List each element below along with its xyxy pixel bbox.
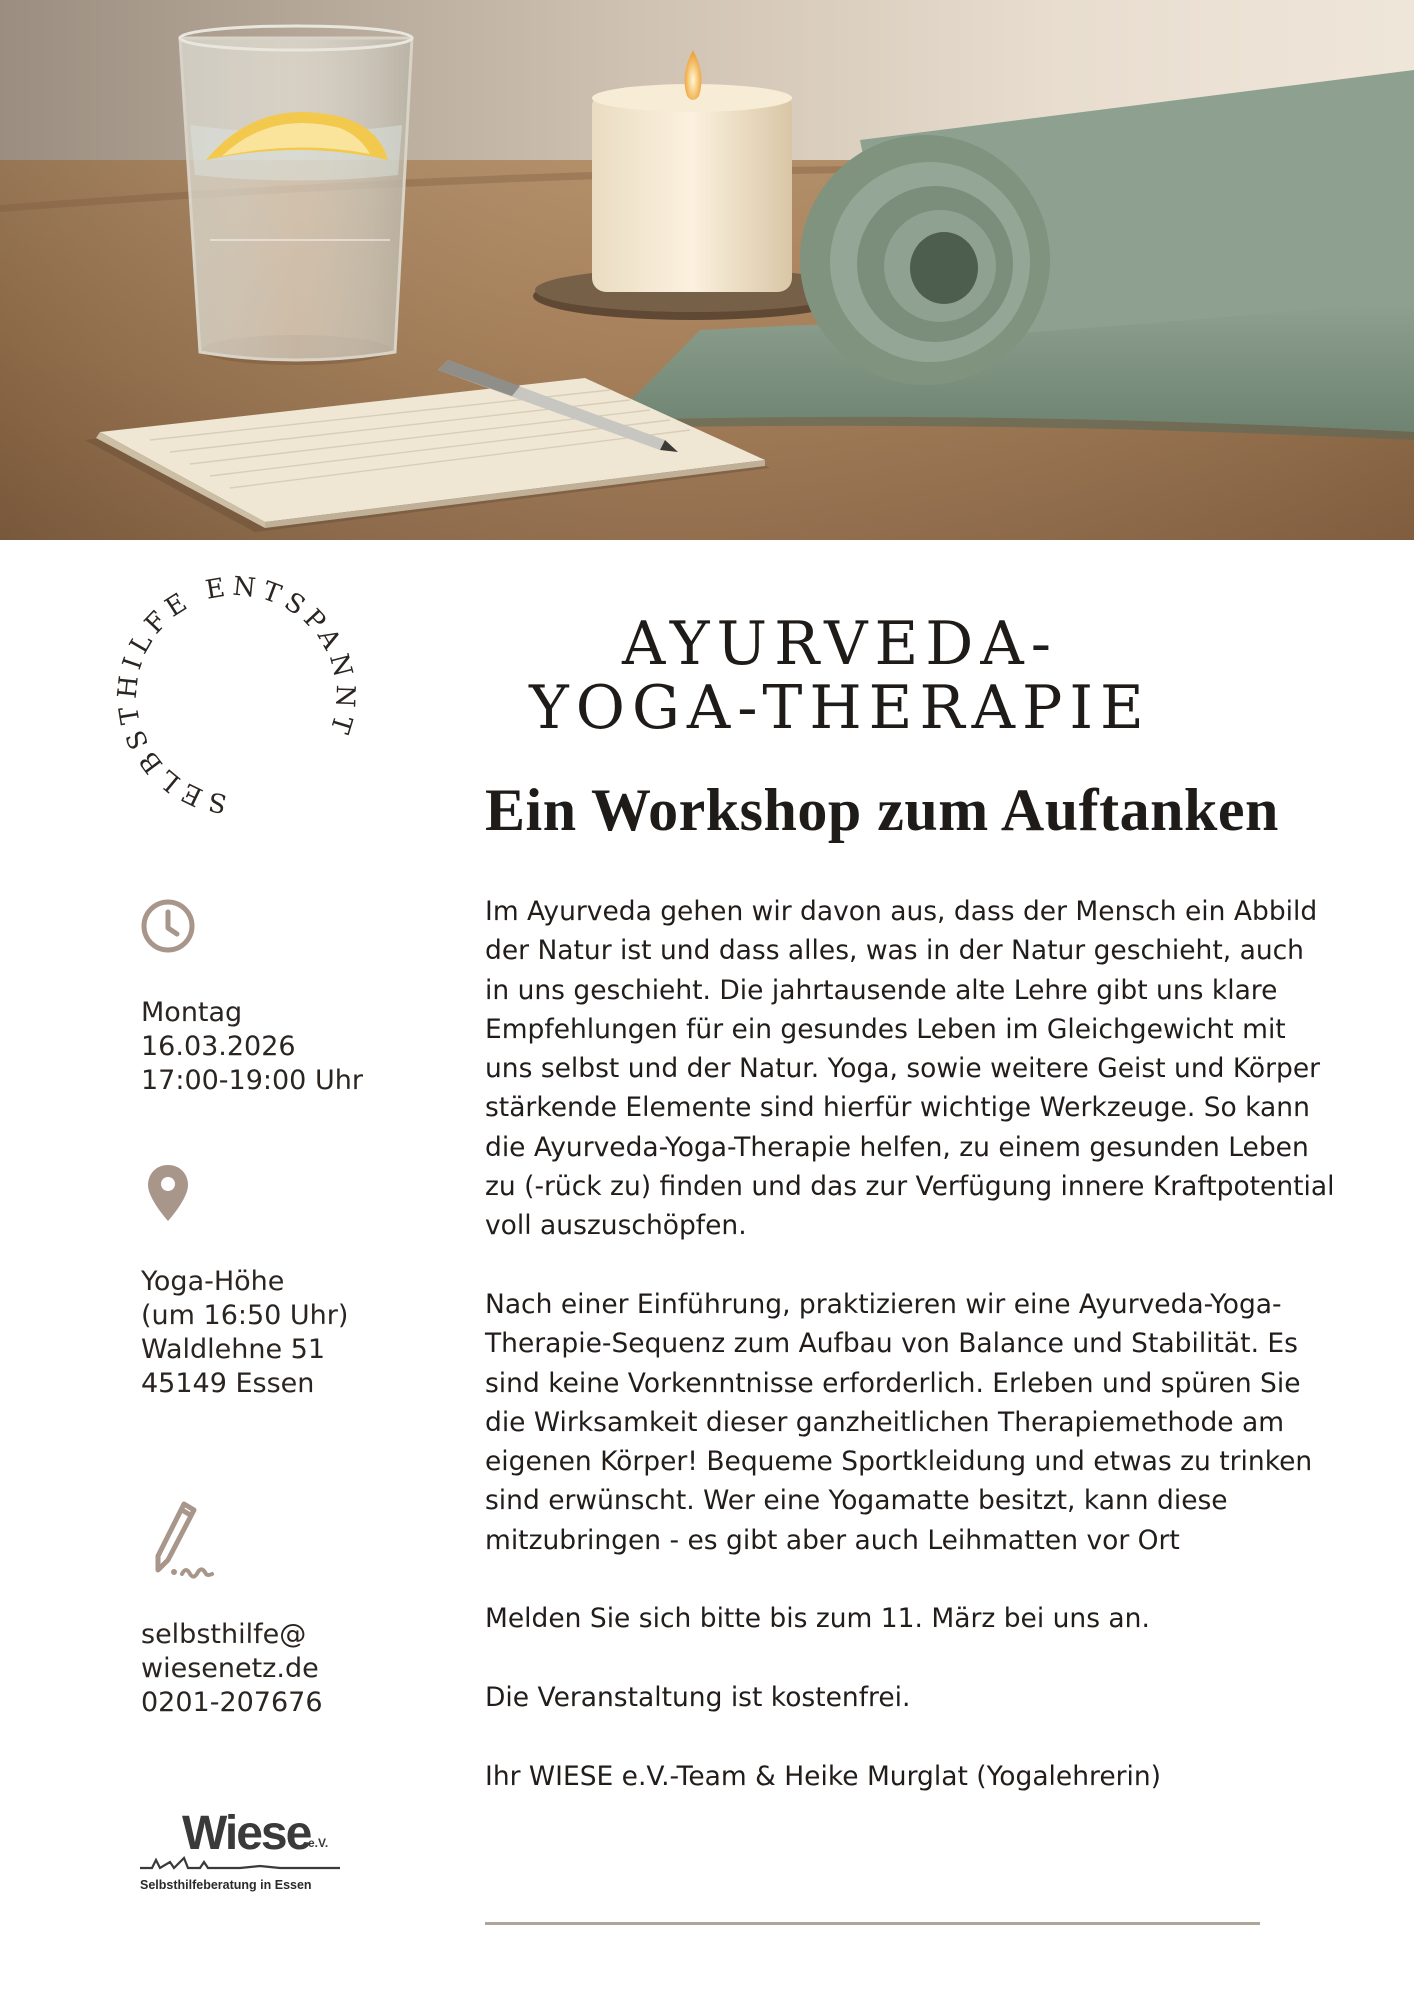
location-street: Waldlehne 51: [141, 1334, 326, 1365]
clock-icon: [140, 898, 196, 954]
contact-block: [141, 1618, 323, 1720]
badge-text: SELBSTHILFE ENTSPANNT: [112, 575, 360, 815]
event-subtitle: Ein Workshop zum Auftanken: [485, 777, 1279, 843]
pen-signature-icon: [144, 1498, 214, 1582]
title-line-1: AYURVEDA-: [622, 609, 1058, 679]
info-date: 16.03.2026: [141, 1031, 296, 1062]
event-description: [485, 892, 1335, 1835]
description-paragraph-2: Nach einer Einführung, praktizieren wir eine Ayurveda-Yoga-Therapie-Sequenz zum Aufbau von Balance und Stabilität. Es sind keine Vorkenntnisse erforderlich. Erleben und spüren Sie die Wirksamkeit dieser ganzheitlichen Therapiemethode am eigenen Körper! Bequeme Sportkleidung und etwas zu trinken sind erwünscht. Wer eine Yogamatte besitzt, kann diese mitzubringen - es gibt aber auch Leihmatten vor Ort: [485, 1288, 1313, 1556]
date-time-block: [141, 996, 363, 1098]
location-note: (um 16:50 Uhr): [141, 1300, 349, 1331]
location-block: [141, 1265, 348, 1401]
contact-email-line-2[interactable]: wiesenetz.de: [141, 1653, 319, 1684]
info-weekday: Montag: [141, 997, 243, 1028]
map-pin-icon: [146, 1163, 190, 1223]
logo-wordmark: Wiese: [182, 1807, 311, 1860]
svg-text:SELBSTHILFE ENTSPANNT: [113, 575, 360, 815]
event-title: [470, 609, 1210, 743]
signature-line: Ihr WIESE e.V.-Team & Heike Murglat (Yogalehrerin): [485, 1760, 1162, 1792]
location-name: Yoga-Höhe: [141, 1266, 285, 1297]
logo-tagline: Selbsthilfeberatung in Essen: [140, 1878, 312, 1892]
logo-suffix: e.V.: [308, 1836, 329, 1850]
circular-badge: [110, 575, 370, 815]
description-paragraph-1: Im Ayurveda gehen wir davon aus, dass der Mensch ein Abbild der Natur ist und dass alles, was in der Natur geschieht, auch in uns geschieht. Die jahrtausende alte Lehre gibt uns klare Empfehlungen für ein gesundes Leben im Gleichgewicht mit uns selbst und der Natur. Yoga, sowie weitere Geist und Körper stärkende Elemente sind hierfür wichtige Werkzeuge. So kann die Ayurveda-Yoga-Therapie helfen, zu einem gesunden Leben zu (-rück zu) finden und das zur Verfügung innere Kraftpotential voll auszuschöpfen.: [485, 896, 1335, 1242]
title-line-2: YOGA-THERAPIE: [529, 673, 1151, 743]
bottom-divider: [485, 1922, 1260, 1925]
info-time: 17:00-19:00 Uhr: [141, 1065, 363, 1096]
hero-photo: [0, 0, 1414, 540]
wiese-logo: [140, 1808, 370, 1898]
cost-note: Die Veranstaltung ist kostenfrei.: [485, 1681, 911, 1713]
contact-email-line-1[interactable]: selbsthilfe@: [141, 1619, 307, 1650]
registration-note: Melden Sie sich bitte bis zum 11. März bei uns an.: [485, 1603, 1150, 1635]
location-city: 45149 Essen: [141, 1368, 315, 1399]
contact-phone[interactable]: 0201-207676: [141, 1687, 323, 1718]
